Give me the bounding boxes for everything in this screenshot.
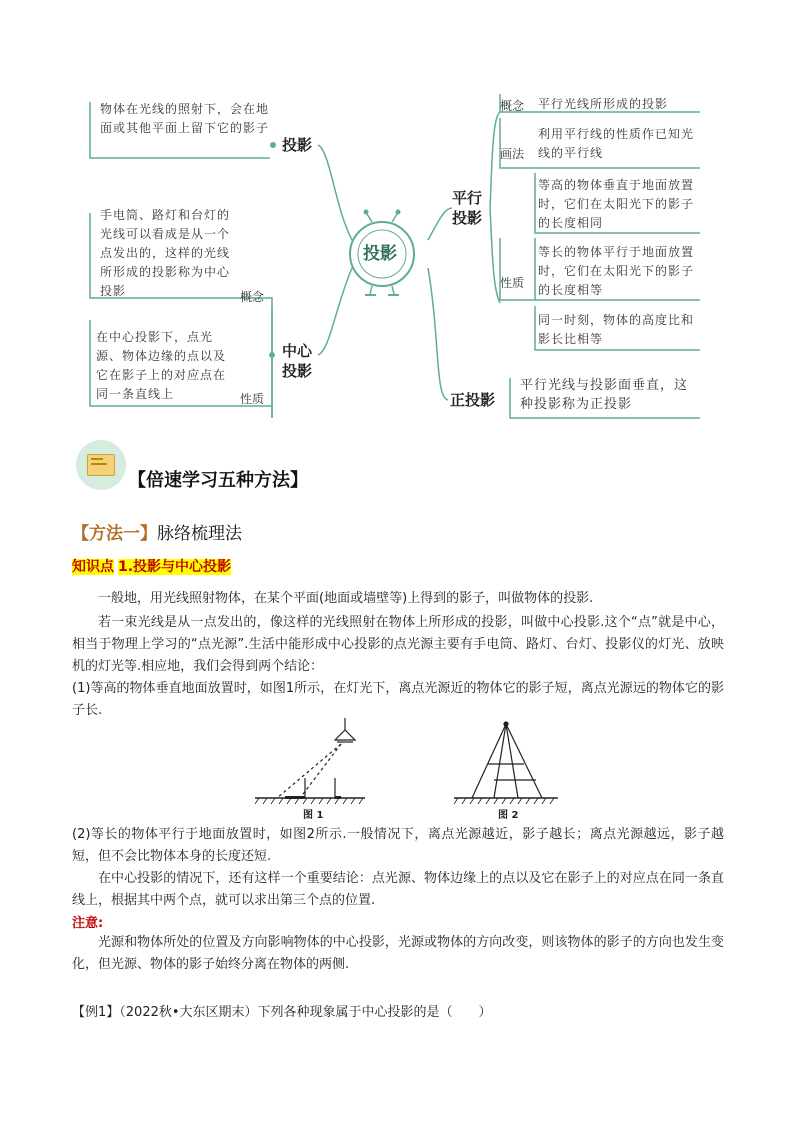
paragraph-4: (2)等长的物体平行于地面放置时，如图2所示.一般情况下，离点光源越近，影子越长；离点光源越远，影子越短，但不会比物体本身的长度还短. (72, 827, 724, 864)
touying-desc: 物体在光线的照射下，会在地面或其他平面上留下它的影子 (100, 102, 270, 135)
figure-2 (454, 718, 564, 820)
section-title: 【倍速学习五种方法】 (128, 470, 308, 491)
figure-1 (255, 718, 375, 820)
pingxing-property-2: 等长的物体平行于地面放置时，它们在太阳光下的影子的长度相等 (538, 245, 695, 297)
touying-label: 投影 (282, 136, 313, 154)
pingxing-method-text: 利用平行线的性质作已知光线的平行线 (538, 127, 695, 160)
zhongxin-property-label: 性质 (240, 392, 265, 406)
zhongxin-concept-label: 概念 (240, 290, 265, 304)
note-label: 注意: (72, 916, 104, 931)
pingxing-method-label: 画法 (500, 147, 525, 161)
mind-map (60, 88, 740, 423)
pingxing-concept-text: 平行光线所形成的投影 (538, 97, 669, 111)
knowledge-point (72, 556, 231, 576)
zhongxin-label-2: 投影 (282, 362, 313, 380)
zhongxin-concept-text: 手电筒、路灯和台灯的光线可以看成是从一个点发出的，这样的光线所形成的投影称为中心投影 (100, 208, 231, 298)
kp-label: 知识点 (72, 559, 114, 575)
pingxing-label-1: 平行 (452, 189, 483, 207)
paragraph-3: (1)等高的物体垂直地面放置时，如图1所示，在灯光下，离点光源近的物体它的影子短，离点光源远的物体它的影子长. (72, 681, 724, 718)
kp-title: 1.投影与中心投影 (118, 559, 232, 575)
example-label: 【例1】 (72, 1005, 120, 1020)
paragraph-1: 一般地，用光线照射物体，在某个平面(地面或墙壁等)上得到的影子，叫做物体的投影. (98, 591, 594, 606)
paragraph-2: 若一束光线是从一点发出的，像这样的光线照射在物体上所形成的投影，叫做中心投影.这个“点”就是中心，相当于物理上学习的“点光源”.生活中能形成中心投影的点光源主要有手电筒、路灯、台灯、投影仪的灯光、放映机的灯光等.相应地，我们会得到两个结论： (72, 615, 724, 674)
example-1 (72, 1001, 492, 1020)
zhongxin-label-1: 中心 (282, 342, 313, 360)
zheng-desc: 平行光线与投影面垂直，这种投影称为正投影 (520, 378, 689, 412)
figure-1-label: 图 1 (303, 810, 324, 820)
center-label: 投影 (363, 244, 397, 264)
paragraph-5: 在中心投影的情况下，还有这样一个重要结论：点光源、物体边缘上的点以及它在影子上的对应点在同一条直线上，根据其中两个点，就可以求出第三个点的位置. (72, 871, 724, 908)
pingxing-property-3: 同一时刻，物体的高度比和影长比相等 (538, 313, 695, 346)
method-title (72, 519, 242, 544)
figure-2-label: 图 2 (498, 810, 519, 820)
method-title-text: 脉络梳理法 (157, 524, 242, 544)
method-title-bracket: 【方法一】 (72, 524, 157, 544)
example-text: （2022秋•大东区期末）下列各种现象属于中心投影的是（ ） (119, 1005, 492, 1020)
pingxing-concept-label: 概念 (500, 99, 525, 113)
pingxing-property-label: 性质 (500, 276, 525, 290)
zhongxin-property-text: 在中心投影下，点光源、物体边缘的点以及它在影子上的对应点在同一条直线上 (96, 330, 227, 401)
paragraph-6: 光源和物体所处的位置及方向影响物体的中心投影，光源或物体的方向改变，则该物体的影子的方向也发生变化，但光源、物体的影子始终分离在物体的两侧. (72, 935, 724, 972)
pingxing-label-2: 投影 (452, 209, 483, 227)
pingxing-property-1: 等高的物体垂直于地面放置时，它们在太阳光下的影子的长度相同 (538, 178, 695, 230)
section-icon (76, 440, 126, 490)
zheng-label: 正投影 (450, 391, 496, 409)
